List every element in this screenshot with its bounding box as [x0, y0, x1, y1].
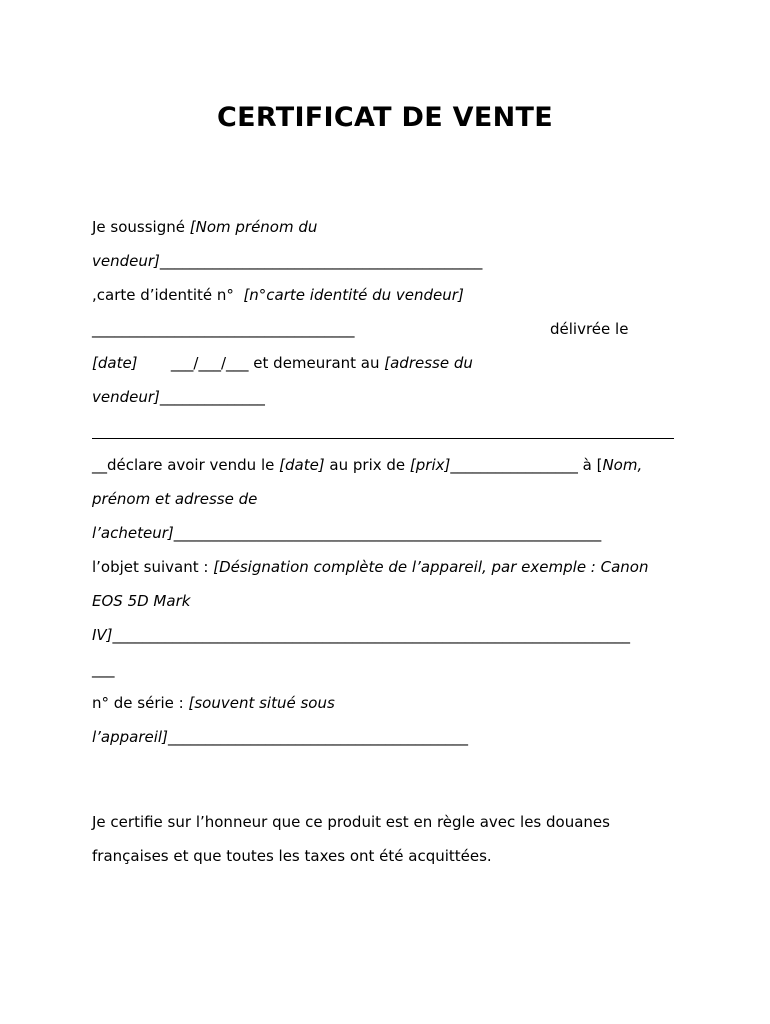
seller-name-placeholder-end: vendeur]: [92, 252, 160, 270]
price-placeholder: [prix]: [409, 456, 451, 474]
price-label: au prix de: [324, 456, 410, 474]
id-card-placeholder: [n°carte identité du vendeur]: [243, 286, 464, 304]
serial-placeholder: [souvent situé sous: [188, 694, 335, 712]
buyer-placeholder-end: l’acheteur]: [92, 524, 174, 542]
date-blank: ___/___/___: [137, 354, 254, 372]
buyer-line-2: [92, 524, 601, 542]
object-placeholder: [Désignation complète de l’appareil, par exemple : Canon: [213, 558, 649, 576]
object-placeholder-cont: EOS 5D Mark: [92, 592, 191, 610]
object-line-2: [92, 592, 190, 610]
address-line-1: [92, 354, 473, 372]
buyer-placeholder: Nom,: [602, 456, 643, 474]
address-rule: [92, 438, 674, 439]
seller-intro-text: Je soussigné: [92, 218, 190, 236]
object-line-3: [92, 626, 630, 644]
serial-line-2: [92, 728, 468, 746]
id-card-label: ,carte d’identité n°: [92, 286, 244, 304]
serial-line-1: [92, 694, 335, 712]
sale-declaration-line: [92, 456, 642, 474]
seller-line-2: [92, 252, 482, 270]
seller-address-placeholder-end: vendeur]: [92, 388, 160, 406]
address-line-2: [92, 388, 265, 406]
seller-name-placeholder: [Nom prénom du: [189, 218, 318, 236]
price-blank: _________________ à [: [450, 456, 603, 474]
residing-at-label: et demeurant au: [253, 354, 385, 372]
id-card-blank: ___________________________________: [92, 320, 355, 338]
certification-line-2: françaises et que toutes les taxes ont été acquittées.: [92, 847, 492, 865]
buyer-line-1: [92, 490, 257, 508]
seller-name-blank: ___________________________________________: [159, 252, 483, 270]
object-blank-cont: ___: [92, 660, 115, 678]
id-card-line: [92, 286, 464, 304]
document-title: CERTIFICAT DE VENTE: [217, 102, 553, 133]
object-label: l’objet suivant :: [92, 558, 214, 576]
seller-address-blank: ______________: [159, 388, 265, 406]
serial-blank: ________________________________________: [167, 728, 468, 746]
buyer-blank: _________________________________________________________: [173, 524, 602, 542]
object-blank: _____________________________________________________________________: [112, 626, 631, 644]
serial-placeholder-end: l’appareil]: [92, 728, 168, 746]
issued-on-label: délivrée le: [550, 320, 629, 338]
seller-address-placeholder: [adresse du: [384, 354, 473, 372]
issue-date-placeholder: [date]: [92, 354, 138, 372]
seller-line-1: [92, 218, 317, 236]
object-placeholder-end: IV]: [92, 626, 113, 644]
object-line-1: [92, 558, 649, 576]
sale-date-placeholder: [date]: [279, 456, 325, 474]
certification-line-1: Je certifie sur l’honneur que ce produit est en règle avec les douanes: [92, 813, 610, 831]
buyer-placeholder-cont: prénom et adresse de: [92, 490, 258, 508]
declaration-text: __déclare avoir vendu le: [92, 456, 280, 474]
serial-label: n° de série :: [92, 694, 189, 712]
